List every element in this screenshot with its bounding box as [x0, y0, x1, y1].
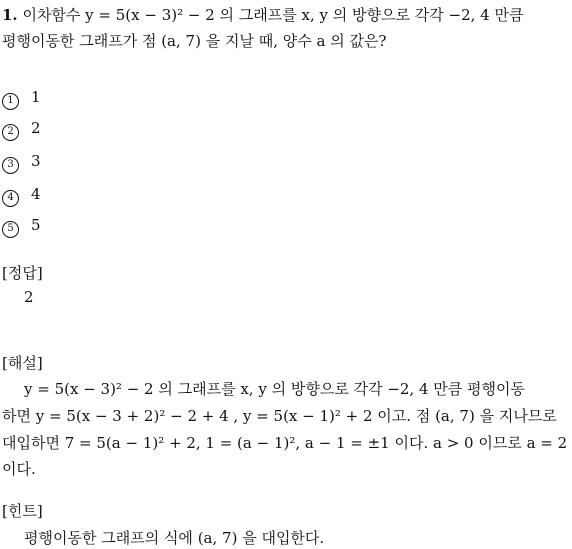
- question-number: 1.: [2, 6, 18, 24]
- answer-label: [정답]: [2, 264, 43, 282]
- choice-marker: 5: [2, 221, 19, 238]
- explanation-line-3: 대입하면 7 = 5(a − 1)² + 2, 1 = (a − 1)², a − 1 = ±1 이다. a > 0 이므로 a = 2: [2, 434, 568, 452]
- choice-value: 3: [31, 152, 41, 170]
- answer-value: 2: [24, 288, 34, 306]
- choice-value: 4: [31, 185, 41, 203]
- explanation-line-4: 이다.: [2, 460, 36, 478]
- choice-1[interactable]: [2, 88, 41, 109]
- choice-value: 2: [31, 119, 41, 137]
- choice-value: 5: [31, 216, 41, 234]
- explanation-label: [해설]: [2, 354, 43, 372]
- choice-marker: 2: [2, 124, 19, 141]
- hint-text: 평행이동한 그래프의 식에 (a, 7) 을 대입한다.: [24, 529, 325, 547]
- explanation-line-1: y = 5(x − 3)² − 2 의 그래프를 x, y 의 방향으로 각각 −2, 4 만큼 평행이동: [24, 380, 525, 398]
- choice-4[interactable]: [2, 185, 41, 206]
- choice-value: 1: [31, 88, 41, 106]
- choice-marker: 4: [2, 190, 19, 207]
- explanation-line-2: 하면 y = 5(x − 3 + 2)² − 2 + 4 , y = 5(x − 1)² + 2 이고. 점 (a, 7) 을 지나므로: [2, 407, 557, 425]
- question-text-1: 이차함수 y = 5(x − 3)² − 2 의 그래프를 x, y 의 방향으로 각각 −2, 4 만큼: [22, 6, 524, 24]
- choice-marker: 1: [2, 93, 19, 110]
- choice-5[interactable]: [2, 216, 41, 237]
- choice-2[interactable]: [2, 119, 41, 140]
- choice-3[interactable]: [2, 152, 41, 173]
- question-line-2: 평행이동한 그래프가 점 (a, 7) 을 지날 때, 양수 a 의 값은?: [2, 32, 387, 50]
- question-line-1: [2, 4, 523, 25]
- choice-marker: 3: [2, 157, 19, 174]
- hint-label: [힌트]: [2, 502, 43, 520]
